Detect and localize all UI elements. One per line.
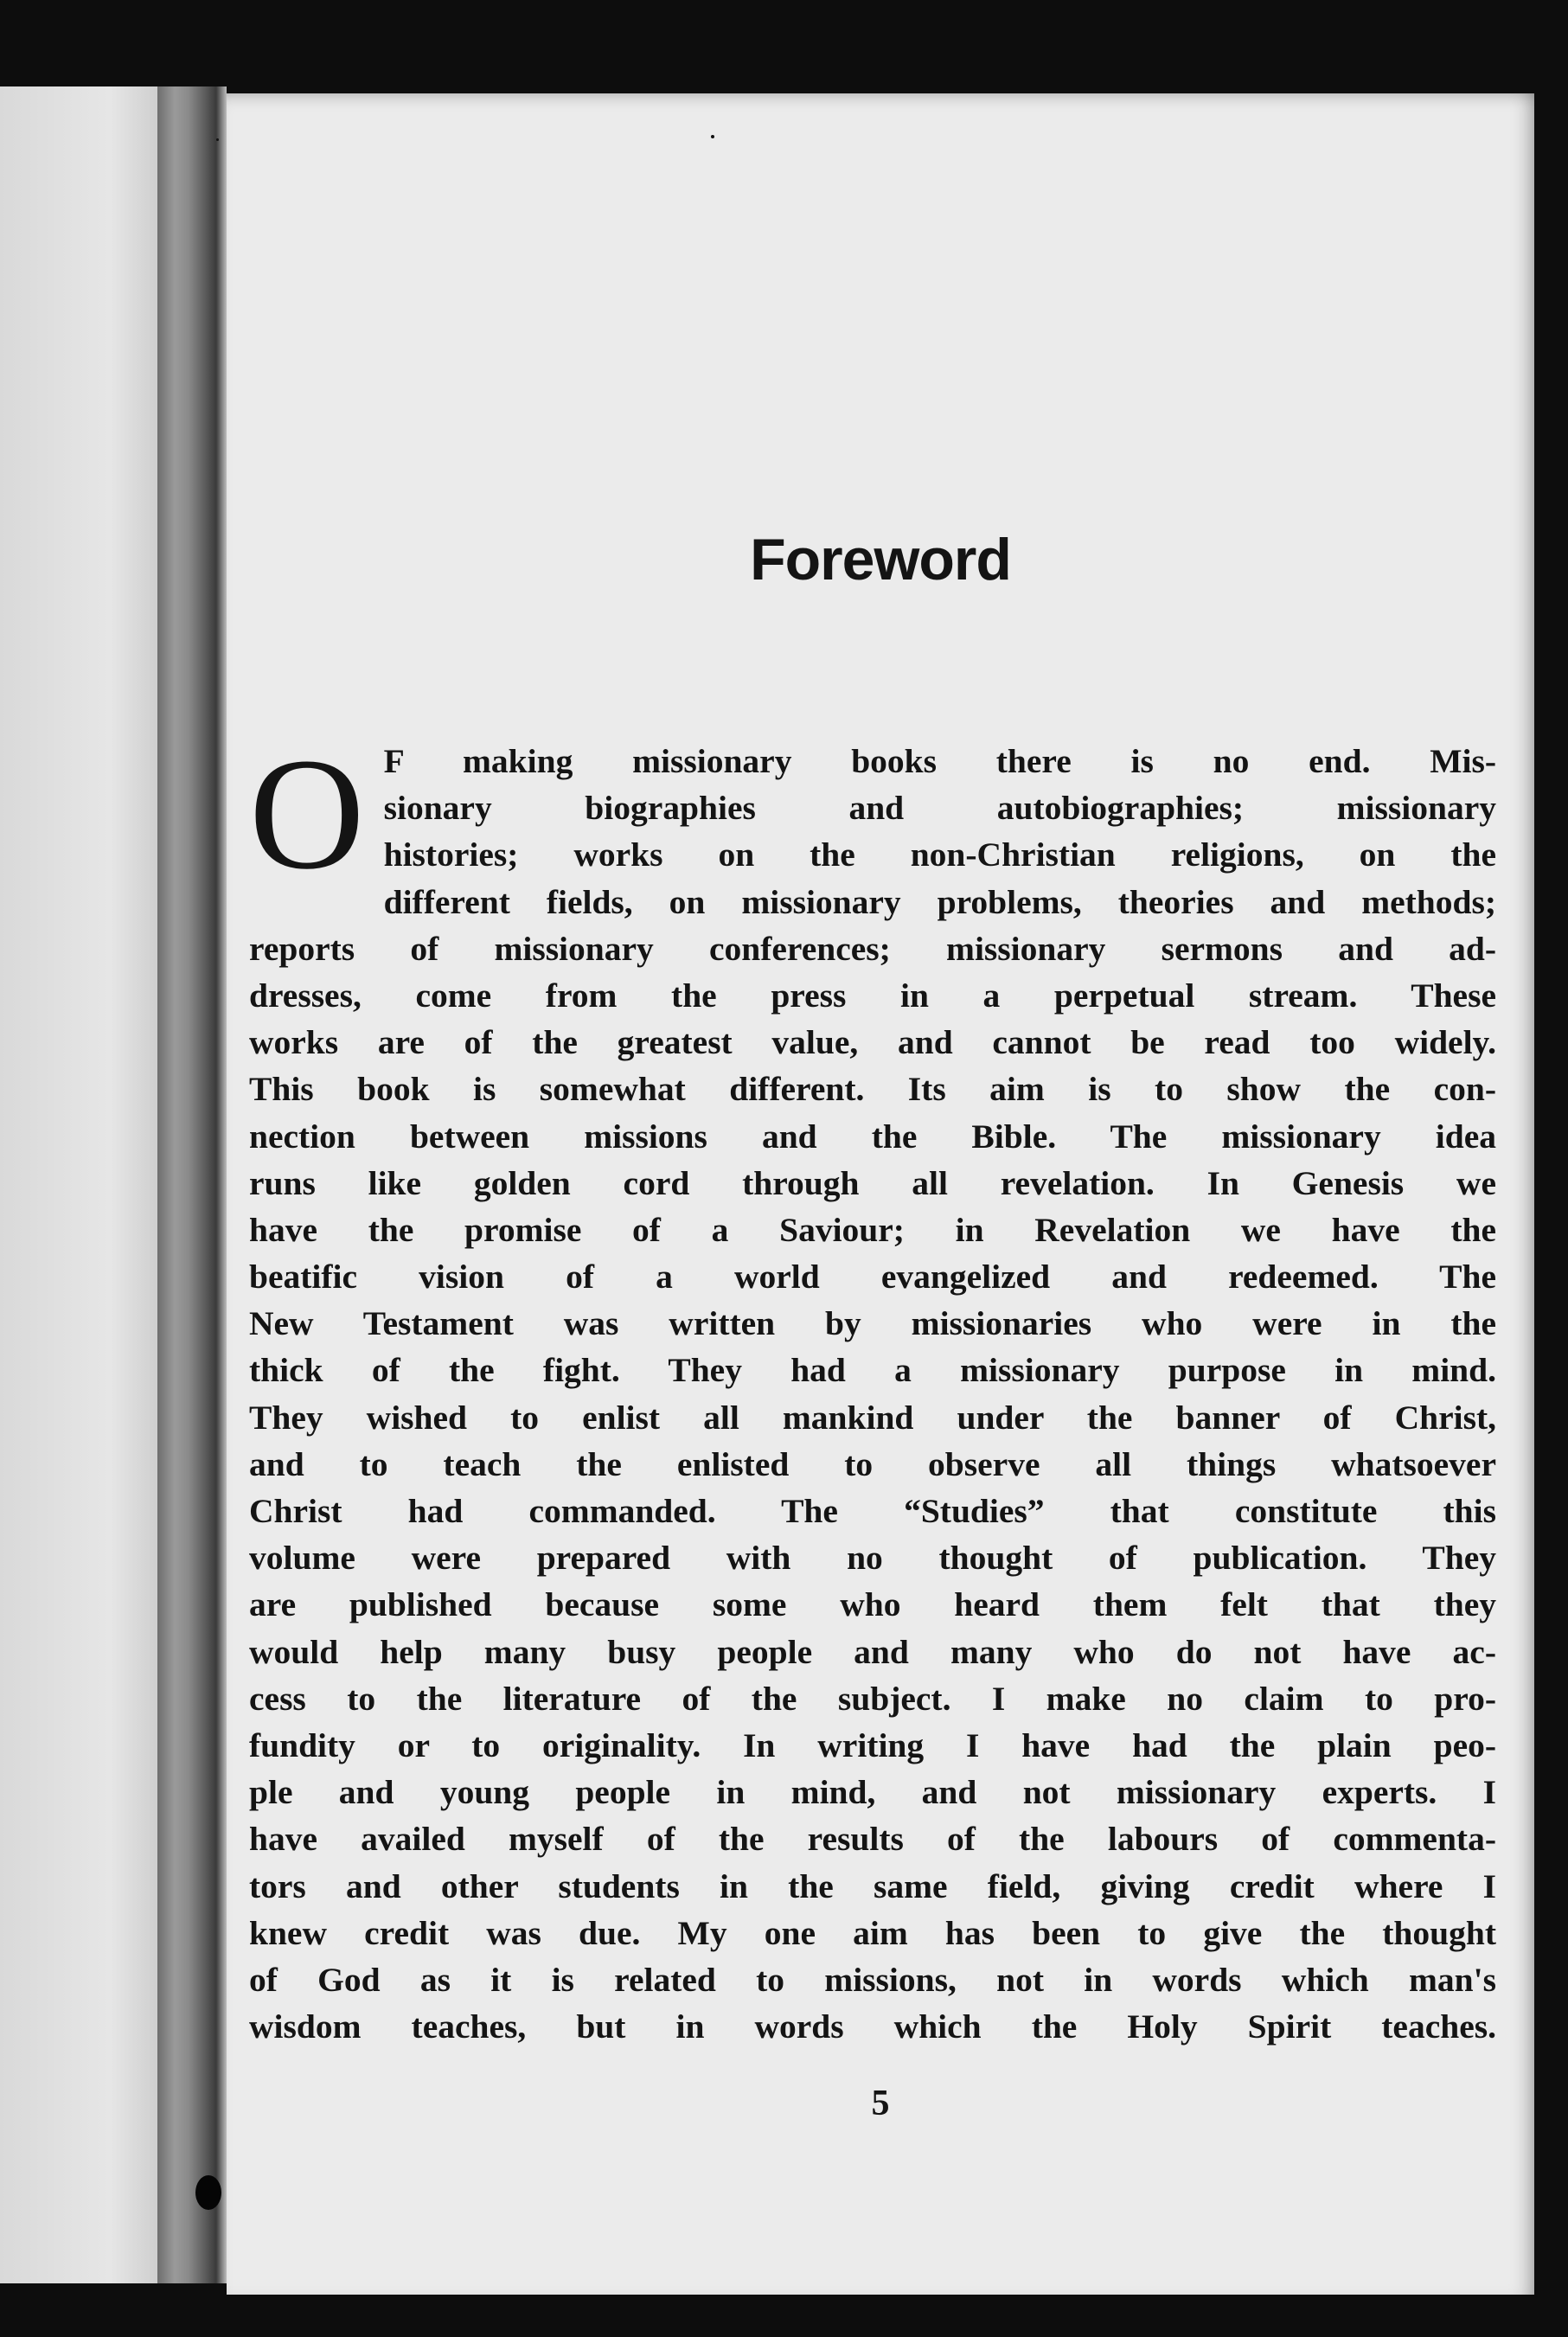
page-number: 5 [871,2084,890,2123]
text-line: New Testament was written by missionaries who were in the [249,1304,1496,1343]
specks [711,135,714,138]
foreword-body [249,726,1496,2050]
text-line: F making missionary books there is no end. Mis- [383,742,1496,780]
text-line: have availed myself of the results of the labours of commenta- [249,1820,1496,1859]
text-line: ple and young people in mind, and not missionary experts. I [249,1773,1496,1812]
text-line: and to teach the enlisted to observe all things whatsoever [249,1444,1496,1483]
binding-hole [195,2175,221,2210]
text-line: Christ had commanded. The “Studies” that constitute this [249,1492,1496,1530]
text-line: This book is somewhat different. Its aim is to show the con- [249,1070,1496,1109]
text-line: cess to the literature of the subject. I make no claim to pro- [249,1679,1496,1718]
text-line: histories; works on the non-Christian religions, on the [383,836,1496,874]
text-line: beatific vision of a world evangelized and redeemed. The [249,1258,1496,1297]
book-gutter [157,86,227,2283]
text-line: volume were prepared with no thought of publication. They [249,1539,1496,1578]
text-line: tors and other students in the same field, giving credit where I [249,1866,1496,1905]
text-line: nection between missions and the Bible. The missionary idea [249,1117,1496,1156]
drop-cap: O [249,726,365,903]
text-line: different fields, on missionary problems, theories and methods; [383,882,1496,921]
text-line: wisdom teaches, but in words which the Holy Spirit teaches. [249,2007,1496,2046]
text-line: are published because some who heard them felt that they [249,1585,1496,1624]
text-line: of God as it is related to missions, not in words which man's [249,1960,1496,1999]
page-title: Foreword [750,527,1011,592]
text-line: runs like golden cord through all revelation. In Genesis we [249,1163,1496,1202]
text-line: thick of the fight. They had a missionary purpose in mind. [249,1351,1496,1390]
text-line: works are of the greatest value, and cannot be read too widely. [249,1023,1496,1062]
text-line: dresses, come from the press in a perpetual stream. These [249,976,1496,1015]
text-line: knew credit was due. My one aim has been to give the thought [249,1913,1496,1952]
book-page [227,93,1534,2295]
text-line: sionary biographies and autobiographies; missionary [383,789,1496,828]
text-line: They wished to enlist all mankind under the banner of Christ, [249,1398,1496,1437]
text-line: have the promise of a Saviour; in Revelation we have the [249,1210,1496,1249]
specks [216,138,219,141]
text-line: would help many busy people and many who do not have ac- [249,1632,1496,1671]
previous-page-edge [0,86,157,2283]
paragraph-lines [249,726,1496,2050]
text-line: fundity or to originality. In writing I have had the plain peo- [249,1726,1496,1764]
text-line: reports of missionary conferences; missionary sermons and ad- [249,929,1496,968]
